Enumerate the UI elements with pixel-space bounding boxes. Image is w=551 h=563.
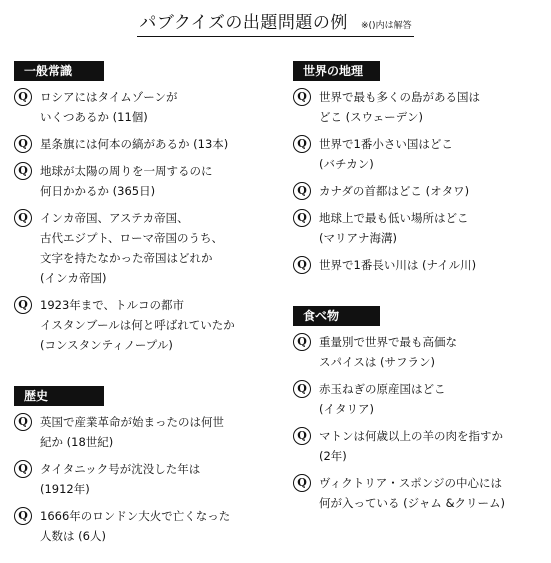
q-circle-icon: Q [293, 88, 311, 106]
question-text: インカ帝国、アステカ帝国、 古代エジプト、ローマ帝国のうち、 文字を持たなかった帝国はどれか (インカ帝国) [40, 211, 223, 285]
section-heading: 一般常識 [14, 61, 104, 81]
question-item [14, 295, 276, 355]
question-item [14, 412, 276, 452]
question-text: タイタニック号が沈没した年は (1912年) [40, 462, 201, 496]
q-circle-icon: Q [293, 209, 311, 227]
question-text: ロシアにはタイムゾーンが いくつあるか (11個) [40, 90, 178, 124]
question-item [293, 379, 545, 419]
question-item [14, 208, 276, 288]
question-text: カナダの首都はどこ (オタワ) [319, 184, 470, 198]
question-item [293, 87, 545, 127]
question-text: 1923年まで、トルコの都市 イスタンブールは何と呼ばれていたか (コンスタンティノープル) [40, 298, 235, 352]
question-item [293, 473, 545, 513]
question-item [14, 506, 276, 546]
q-circle-icon: Q [14, 135, 32, 153]
q-circle-icon: Q [14, 413, 32, 431]
q-circle-icon: Q [14, 507, 32, 525]
q-circle-icon: Q [293, 380, 311, 398]
section-history [14, 385, 276, 553]
question-text: 世界で1番長い川は (ナイル川) [319, 258, 477, 272]
title-underline [137, 8, 413, 37]
question-item [293, 332, 545, 372]
section-food [293, 305, 545, 520]
q-circle-icon: Q [293, 256, 311, 274]
q-circle-icon: Q [14, 296, 32, 314]
question-text: 世界で最も多くの島がある国は どこ (スウェーデン) [319, 90, 480, 124]
page-header [0, 8, 551, 37]
question-text: 英国で産業革命が始まったのは何世 紀か (18世紀) [40, 415, 224, 449]
question-item [14, 87, 276, 127]
question-item [293, 181, 545, 201]
question-item [14, 459, 276, 499]
q-circle-icon: Q [293, 182, 311, 200]
q-circle-icon: Q [14, 88, 32, 106]
question-item [293, 134, 545, 174]
question-text: 1666年のロンドン大火で亡くなった 人数は (6人) [40, 509, 231, 543]
question-item [14, 134, 276, 154]
q-circle-icon: Q [293, 427, 311, 445]
section-heading: 食べ物 [293, 306, 380, 326]
answer-note: ※()内は解答 [361, 21, 412, 31]
section-geography [293, 60, 545, 282]
section-heading: 世界の地理 [293, 61, 380, 81]
question-item [293, 208, 545, 248]
question-text: 赤玉ねぎの原産国はどこ (イタリア) [319, 382, 446, 416]
question-text: 重量別で世界で最も高価な スパイスは (サフラン) [319, 335, 457, 369]
question-text: 地球上で最も低い場所はどこ (マリアナ海溝) [319, 211, 469, 245]
q-circle-icon: Q [293, 135, 311, 153]
q-circle-icon: Q [293, 333, 311, 351]
page-title: パブクイズの出題問題の例 [139, 13, 348, 33]
question-item [293, 426, 545, 466]
section-general [14, 60, 276, 362]
q-circle-icon: Q [14, 460, 32, 478]
section-heading: 歴史 [14, 386, 104, 406]
q-circle-icon: Q [14, 162, 32, 180]
q-circle-icon: Q [293, 474, 311, 492]
q-circle-icon: Q [14, 209, 32, 227]
question-text: マトンは何歳以上の羊の肉を指すか (2年) [319, 429, 503, 463]
question-item [293, 255, 545, 275]
question-text: 世界で1番小さい国はどこ (バチカン) [319, 137, 453, 171]
question-text: 星条旗には何本の縞があるか (13本) [40, 137, 229, 151]
question-text: 地球が太陽の周りを一周するのに 何日かかるか (365日) [40, 164, 213, 198]
question-text: ヴィクトリア・スポンジの中心には 何が入っている (ジャム &クリーム) [319, 476, 506, 510]
question-item [14, 161, 276, 201]
